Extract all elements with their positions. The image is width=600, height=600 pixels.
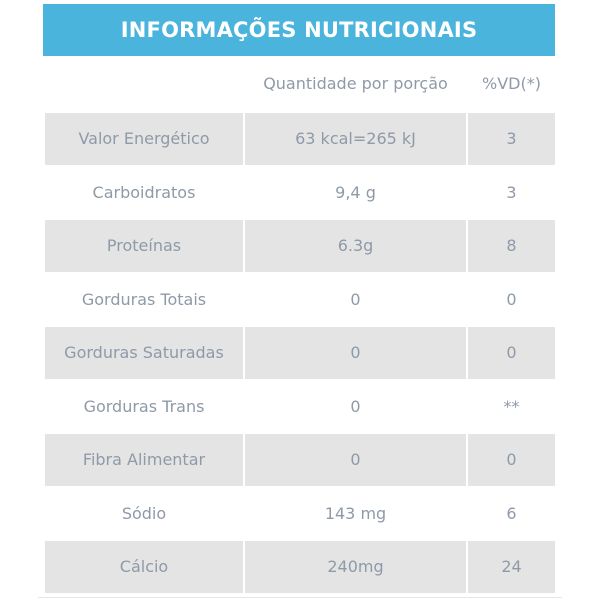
nutrient-daily-value: 6 <box>467 487 556 541</box>
nutrient-quantity: 0 <box>244 326 467 380</box>
table-row <box>44 487 556 541</box>
nutrient-quantity: 0 <box>244 433 467 487</box>
header-quantity: Quantidade por porção <box>263 74 448 93</box>
nutrient-quantity: 0 <box>244 273 467 327</box>
nutrient-name: Proteínas <box>44 219 244 273</box>
nutrient-quantity: 240mg <box>244 540 467 594</box>
table-row <box>44 273 556 327</box>
nutrient-quantity: 9,4 g <box>244 166 467 220</box>
header-nutrient <box>44 56 244 112</box>
nutrient-quantity: 143 mg <box>244 487 467 541</box>
nutrient-name: Gorduras Totais <box>44 273 244 327</box>
table-row <box>44 112 556 166</box>
nutrient-quantity: 0 <box>244 380 467 434</box>
nutrient-name: Cálcio <box>44 540 244 594</box>
header-daily-value: %VD(*) <box>482 74 541 93</box>
nutrient-daily-value: ** <box>467 380 556 434</box>
nutrient-daily-value: 3 <box>467 166 556 220</box>
nutrient-name: Gorduras Saturadas <box>44 326 244 380</box>
table-row <box>44 380 556 434</box>
nutrient-name: Sódio <box>44 487 244 541</box>
nutrient-daily-value: 0 <box>467 433 556 487</box>
nutrition-title: INFORMAÇÕES NUTRICIONAIS <box>120 18 478 42</box>
table-header-row <box>44 56 556 112</box>
table-row <box>44 433 556 487</box>
nutrient-name: Gorduras Trans <box>44 380 244 434</box>
nutrient-quantity: 63 kcal=265 kJ <box>244 112 467 166</box>
nutrient-name: Carboidratos <box>44 166 244 220</box>
nutrient-daily-value: 24 <box>467 540 556 594</box>
table-row <box>44 166 556 220</box>
nutrient-quantity: 6.3g <box>244 219 467 273</box>
bottom-divider <box>38 597 562 598</box>
nutrition-title-bar <box>43 4 555 56</box>
nutrient-daily-value: 3 <box>467 112 556 166</box>
table-row <box>44 219 556 273</box>
nutrient-daily-value: 0 <box>467 273 556 327</box>
nutrient-name: Valor Energético <box>44 112 244 166</box>
table-row <box>44 326 556 380</box>
nutrition-facts-panel <box>43 4 555 595</box>
table-row <box>44 540 556 594</box>
nutrient-daily-value: 8 <box>467 219 556 273</box>
nutrient-daily-value: 0 <box>467 326 556 380</box>
nutrition-table <box>43 56 557 595</box>
nutrient-name: Fibra Alimentar <box>44 433 244 487</box>
